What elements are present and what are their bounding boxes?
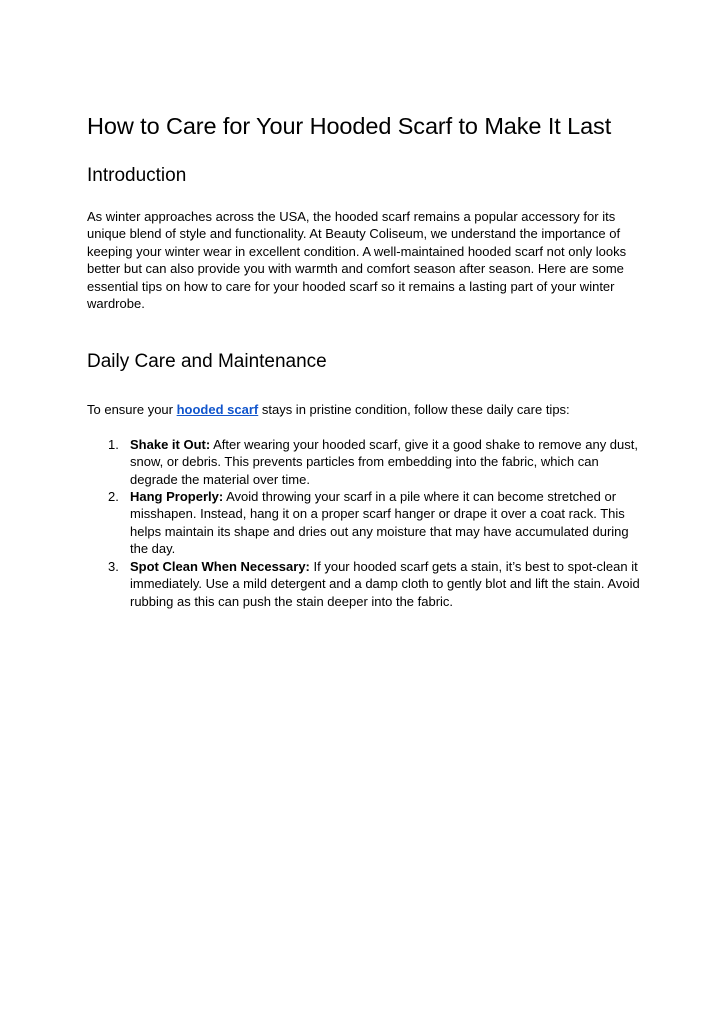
introduction-paragraph: As winter approaches across the USA, the hooded scarf remains a popular accessory for its unique blend of style and functionality. At Beauty Coliseum, we understand the importance of keeping your winter wear in excellent condition. A well-maintained hooded scarf not only looks better but can also provide you with warmth and comfort season after season. Here are some essential tips on how to care for your hooded scarf so it remains a lasting part of your winter wardrobe.	[87, 209, 627, 312]
list-item-label: Shake it Out:	[130, 436, 211, 452]
list-item	[87, 558, 647, 610]
list-item-text: If your hooded scarf gets a stain, it’s best to spot-clean it immediately. Use a mild detergent and a damp cloth to gently blot and lift the stain. Avoid rubbing as this can push the stain deeper into the fabric.	[130, 558, 640, 609]
document-content	[87, 109, 647, 610]
list-item-number: 3.	[108, 558, 119, 574]
list-item-label: Hang Properly:	[130, 489, 224, 505]
daily-care-tips-list	[87, 436, 647, 610]
list-item-text: Avoid throwing your scarf in a pile where it can become stretched or misshapen. Instead, hang it on a proper scarf hanger or drape it over a coat rack. This helps maintain its shape and dries out any moisture that may have accumulated during the day.	[130, 489, 629, 557]
list-item-text: After wearing your hooded scarf, give it a good shake to remove any dust, snow, or debris. This prevents particles from embedding into the fabric, which can degrade the material over time.	[130, 436, 638, 487]
list-item-number: 1.	[108, 436, 119, 452]
lead-text-before: To ensure your	[87, 402, 177, 418]
hooded-scarf-link[interactable]: hooded scarf	[176, 402, 259, 418]
introduction-heading: Introduction	[87, 165, 187, 186]
daily-care-lead-paragraph	[87, 401, 647, 418]
daily-care-heading: Daily Care and Maintenance	[87, 351, 327, 373]
list-item	[87, 488, 647, 558]
document-title: How to Care for Your Hooded Scarf to Make It Last	[87, 113, 612, 139]
list-item	[87, 436, 647, 488]
list-item-label: Spot Clean When Necessary:	[130, 558, 310, 574]
list-item-number: 2.	[108, 489, 119, 505]
lead-text-after: stays in pristine condition, follow these daily care tips:	[258, 402, 570, 418]
